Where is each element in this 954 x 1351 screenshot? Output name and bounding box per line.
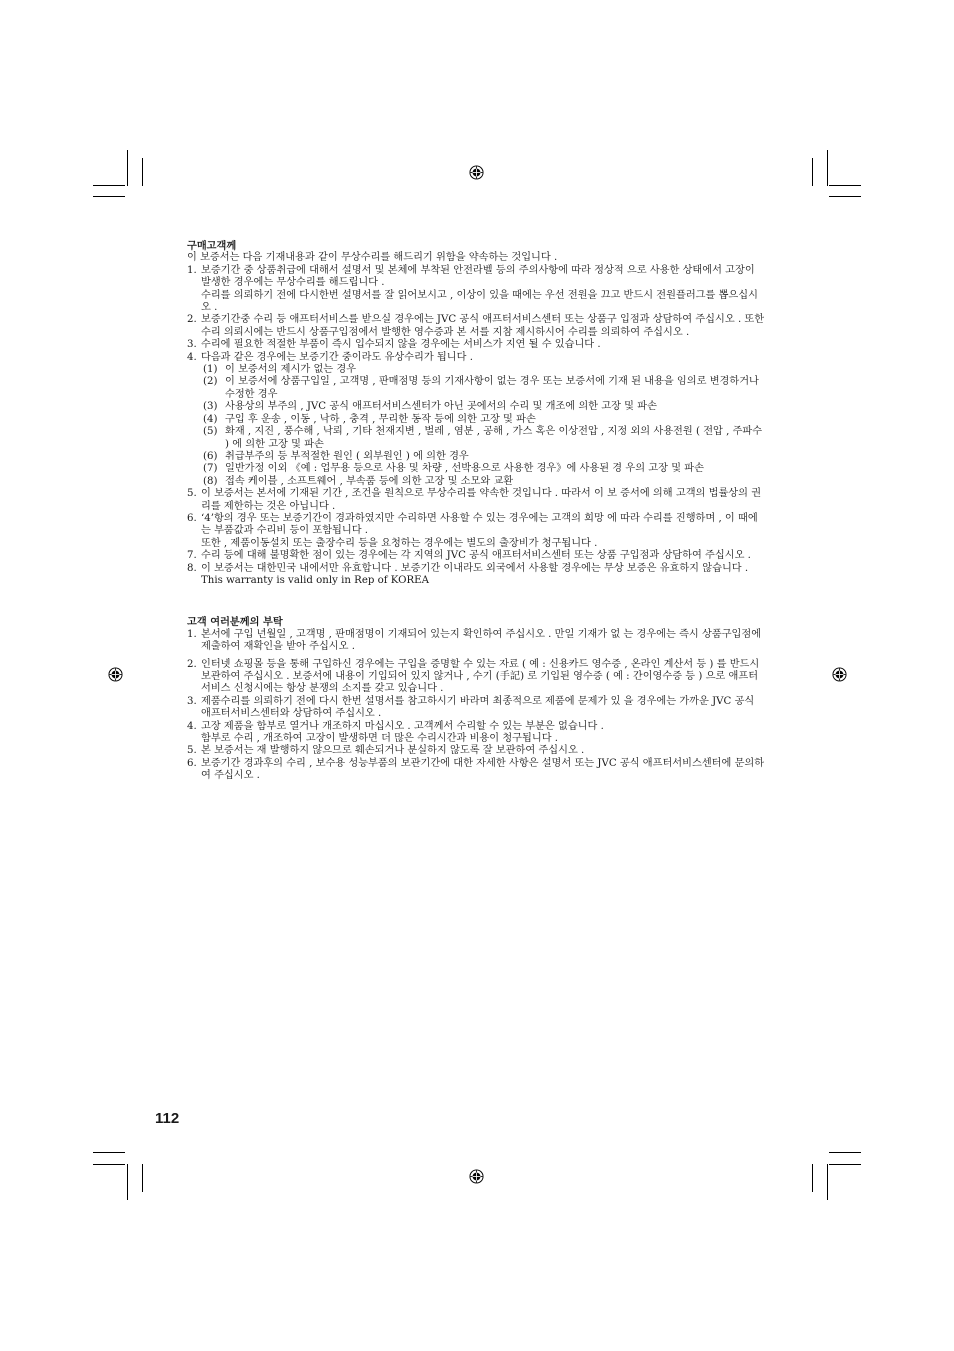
- item-number: 4.: [187, 720, 197, 732]
- item-text: 수리를 의뢰하기 전에 다시한번 설명서를 잘 읽어보시고 , 이상이 있을 때에는 우선 전원을 끄고 반드시 전원플러그를 뽑으십시오 .: [201, 289, 758, 314]
- sub-item-text: 사용상의 부주의 , JVC 공식 애프터서비스센터가 아닌 곳에서의 수리 및 개조에 의한 고장 및 파손: [225, 401, 657, 413]
- crop-mark: [127, 1164, 128, 1200]
- sub-item-text: 일반가정 이외 《예 : 업무용 등으로 사용 및 차량 , 선박용으로 사용한 경우》에 사용된 경 우의 고장 및 파손: [225, 463, 704, 475]
- item-text: 보증기간 경과후의 수리 , 보수용 성능부품의 보관기간에 대한 자세한 사항은 설명서 또는 JVC 공식 애프터서비스센터에 문의하여 주십시오 .: [201, 757, 765, 782]
- item-text: 이 보증서는 본서에 기재된 기간 , 조건을 원칙으로 무상수리를 약속한 것입니다 . 따라서 이 보 증서에 의해 고객의 법률상의 권리를 제한하는 것은 아닙니다 .: [201, 488, 762, 512]
- list-item: [187, 550, 767, 562]
- item-number: 3.: [187, 695, 197, 707]
- list-item: [187, 659, 767, 696]
- list-item: [187, 758, 767, 783]
- item-number: 6.: [187, 757, 197, 769]
- crop-mark: [93, 1152, 125, 1153]
- sub-item-number: (6): [203, 450, 218, 462]
- item-number: 1.: [187, 264, 197, 276]
- item-number: 5.: [187, 488, 197, 500]
- item-number: 2.: [187, 658, 197, 670]
- sub-list-item: [203, 414, 767, 426]
- sub-item-number: (1): [203, 364, 218, 376]
- sub-item-text: 취급부주의 등 부적절한 원인 ( 외부원인 ) 에 의한 경우: [225, 450, 469, 462]
- sub-list-item: [203, 463, 767, 475]
- registration-mark-icon: [108, 667, 123, 682]
- item-number: 8.: [187, 562, 197, 574]
- registration-mark-icon: [469, 165, 484, 180]
- list-item: [187, 513, 767, 550]
- sub-list: [201, 364, 767, 488]
- crop-mark: [93, 185, 125, 186]
- list-item: [187, 339, 767, 351]
- item-text: This warranty is valid only in Rep of KOREA: [201, 574, 429, 586]
- sub-list-item: [203, 426, 767, 451]
- item-text: 보증기간중 수리 등 애프터서비스를 받으실 경우에는 JVC 공식 애프터서비스센터 또는 상품구 입점과 상담하여 주십시오 . 또한 수리 의뢰시에는 반드시 상품구입점에서 발행한 영수증과 본 서를 지참 제시하시어 수리를 의뢰하여 주십시오 .: [201, 314, 765, 338]
- crop-mark: [829, 196, 861, 197]
- item-number: 6.: [187, 512, 197, 524]
- sub-item-number: (4): [203, 413, 218, 425]
- sub-list-item: [203, 364, 767, 376]
- section-heading: 구매고객께: [187, 240, 237, 252]
- sub-list-item: [203, 376, 767, 401]
- warranty-conditions-list: [187, 265, 767, 588]
- item-number: 7.: [187, 550, 197, 562]
- sub-item-number: (8): [203, 475, 218, 487]
- registration-mark-icon: [469, 1169, 484, 1184]
- item-text: 수리 등에 대해 불명확한 점이 있는 경우에는 각 지역의 JVC 공식 애프터서비스센터 또는 상품 구입점과 상담하여 주십시오 .: [201, 550, 751, 562]
- crop-mark: [93, 1164, 125, 1165]
- crop-mark: [127, 150, 128, 186]
- crop-mark: [93, 196, 125, 197]
- list-item: [187, 488, 767, 513]
- list-item: [187, 721, 767, 746]
- item-number: 3.: [187, 339, 197, 351]
- crop-mark: [812, 1164, 813, 1192]
- item-text: 고장 제품을 함부로 열거나 개조하지 마십시오 . 고객께서 수리할 수 있는 부분은 없습니다 .: [201, 720, 604, 732]
- warranty-text: [187, 240, 767, 783]
- item-text: 본 보증서는 재 발행하지 않으므로 훼손되거나 분실하지 않도록 잘 보관하여 주십시오 .: [201, 745, 585, 757]
- sub-item-text: 구입 후 운송 , 이동 , 낙하 , 충격 , 무리한 동작 등에 의한 고장 및 파손: [225, 413, 536, 425]
- sub-item-text: 이 보증서에 상품구입일 , 고객명 , 판매점명 등의 기재사항이 없는 경우 또는 보증서에 기재 된 내용을 임의로 변경하거나 수정한 경우: [225, 376, 759, 400]
- item-number: 5.: [187, 745, 197, 757]
- sub-item-text: 이 보증서의 제시가 없는 경우: [225, 364, 357, 376]
- list-item: [187, 314, 767, 339]
- list-item: [187, 629, 767, 654]
- list-item: [187, 563, 767, 588]
- list-item: [187, 745, 767, 757]
- item-text: 인터넷 쇼핑몰 등을 통해 구입하신 경우에는 구입을 증명할 수 있는 자료 ( 예 : 신용카드 영수증 , 온라인 계산서 등 ) 를 반드시 보관하여 주십시오 . 보증서에 내용이 기입되어 있지 않거나 , 수기 (手記) 로 기입된 영수증 ( 예 : 간이영수증 등 ) 으로 애프터서비스 신청시에는 항상 분쟁의 소지를 갖고 있습니다 .: [201, 658, 760, 695]
- customer-requests-list: [187, 629, 767, 783]
- item-number: 2.: [187, 314, 197, 326]
- crop-mark: [812, 158, 813, 186]
- item-text: 수리에 필요한 적절한 부품이 즉시 입수되지 않을 경우에는 서비스가 지연 될 수 있습니다 .: [201, 339, 601, 351]
- item-text: 제품수리를 의뢰하기 전에 다시 한번 설명서를 참고하시기 바라며 최종적으로 제품에 문제가 있 을 경우에는 가까운 JVC 공식 애프터서비스센터와 상담하여 주십시오 .: [201, 695, 755, 720]
- sub-list-item: [203, 476, 767, 488]
- sub-item-number: (3): [203, 401, 218, 413]
- sub-item-number: (2): [203, 376, 218, 388]
- crop-mark: [829, 1164, 861, 1165]
- crop-mark: [827, 1164, 828, 1200]
- item-text: 보증기간 중 상품취급에 대해서 설명서 및 본체에 부착된 안전라벨 등의 주의사항에 따라 정상적 으로 사용한 상태에서 고장이 발생한 경우에는 무상수리를 해드립니다 .: [201, 264, 755, 289]
- item-text: 이 보증서는 대한민국 내에서만 유효합니다 . 보증기간 이내라도 외국에서 사용할 경우에는 무상 보증은 유효하지 않습니다 .: [201, 562, 749, 574]
- item-number: 1.: [187, 628, 197, 640]
- item-text: 함부로 수리 , 개조하여 고장이 발생하면 더 많은 수리시간과 비용이 청구됩니다 .: [201, 733, 559, 745]
- item-text: 또한 , 제품이동설치 또는 출장수리 등을 요청하는 경우에는 별도의 출장비가 청구됩니다 .: [201, 537, 598, 549]
- sub-item-text: 접속 케이블 , 소프트웨어 , 부속품 등에 의한 고장 및 소모와 교환: [225, 475, 514, 487]
- item-text: 본서에 구입 년월일 , 고객명 , 판매점명이 기재되어 있는지 확인하여 주십시오 . 만일 기재가 없 는 경우에는 즉시 상품구입점에 제출하여 재확인을 받아 주십시오 .: [201, 628, 762, 653]
- section-heading: 고객 여러분께의 부탁: [187, 616, 283, 629]
- list-item: [187, 696, 767, 721]
- sub-item-text: 화재 , 지진 , 풍수해 , 낙뢰 , 기타 천재지변 , 벌레 , 염분 , 공해 , 가스 혹은 이상전압 , 지정 외의 사용전원 ( 전압 , 주파수 ) 에 의한 고장 및 파손: [225, 426, 763, 450]
- list-item: [187, 352, 767, 488]
- crop-mark: [829, 1152, 861, 1153]
- crop-mark: [142, 158, 143, 186]
- sub-item-number: (7): [203, 463, 218, 475]
- registration-mark-icon: [832, 667, 847, 682]
- crop-mark: [142, 1164, 143, 1192]
- item-number: 4.: [187, 351, 197, 363]
- item-text: ‘4’항의 경우 또는 보증기간이 경과하였지만 수리하면 사용할 수 있는 경우에는 고객의 희망 에 따라 수리를 진행하며 , 이 때에는 부품값과 수리비 등이 포함됩니다 .: [201, 512, 758, 537]
- crop-mark: [829, 185, 861, 186]
- sub-item-number: (5): [203, 426, 218, 438]
- crop-mark: [827, 150, 828, 186]
- sub-list-item: [203, 401, 767, 413]
- intro-text: 이 보증서는 다음 기재내용과 같이 무상수리를 해드리기 위함을 약속하는 것입니다 .: [187, 252, 558, 264]
- sub-list-item: [203, 451, 767, 463]
- page-number: 112: [155, 1110, 180, 1127]
- item-text: 다음과 같은 경우에는 보증기간 중이라도 유상수리가 됩니다 .: [201, 351, 473, 363]
- list-item: [187, 265, 767, 315]
